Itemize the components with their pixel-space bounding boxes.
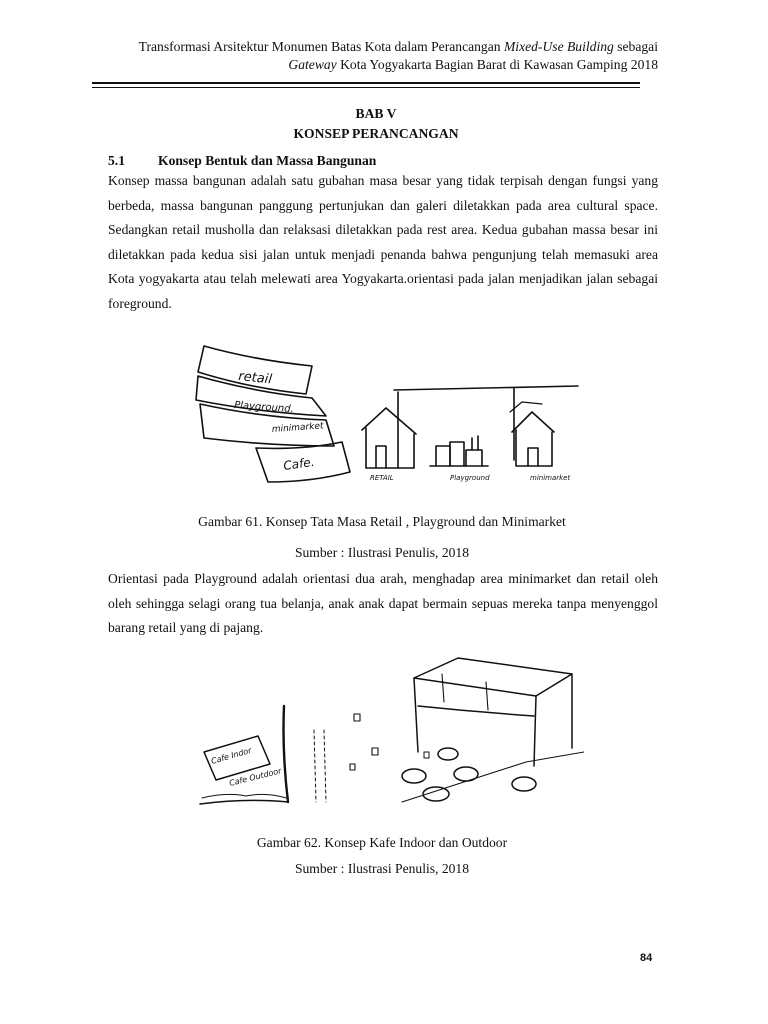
house-left-door	[376, 446, 386, 468]
label-cafe: Cafe.	[282, 454, 316, 473]
chapter-title: KONSEP PERANCANGAN	[293, 126, 459, 141]
chapter-number: BAB V	[355, 106, 397, 121]
play-block-3	[466, 450, 482, 466]
header-rule-thick	[92, 82, 640, 84]
label-playground-small: Playground	[450, 474, 490, 482]
chapter-heading	[92, 104, 660, 144]
sketch-cafe-indoor-outdoor	[196, 652, 584, 812]
figure-61-caption: Gambar 61. Konsep Tata Masa Retail , Playground dan Minimarket	[198, 514, 566, 529]
section-title: Konsep Bentuk dan Massa Bangunan	[158, 153, 377, 168]
section-heading	[108, 153, 376, 169]
sketch-retail-playground-minimarket	[194, 338, 586, 488]
play-block-1	[436, 446, 450, 466]
canopy-roof-top	[414, 658, 572, 696]
table-3	[454, 767, 478, 781]
running-header-line-2: Gateway Kota Yogyakarta Bagian Barat di Kawasan Gamping 2018	[288, 57, 658, 72]
roof-canopy-line	[394, 386, 578, 390]
house-right-door	[528, 448, 538, 466]
paragraph-mass-concept: Konsep massa bangunan adalah satu gubahan masa besar yang tidak terpisah dengan fungsi yang berbeda, massa bangunan panggung pertunjukan dan galeri diletakkan pada area cultural space. Sedangkan retail musholla dan relaksasi diletakkan pada rest area. Kedua gubahan massa besar ini diletakkan pada kedua sisi jalan untuk menjadi penanda bahwa pengunjung telah memasuki area Kota yogyakarta atau telah melewati area Yogyakarta.orientasi pada jalan menjadikan jalan sebagai foreground.	[108, 173, 658, 311]
label-minimarket: minimarket	[271, 421, 324, 435]
section-number: 5.1	[108, 153, 125, 168]
play-block-2	[450, 442, 464, 466]
figure-62-source: Sumber : Ilustrasi Penulis, 2018	[294, 861, 470, 876]
figure-62-caption: Gambar 62. Konsep Kafe Indoor dan Outdoor	[256, 835, 508, 850]
running-header	[98, 38, 658, 74]
label-retail: retail	[237, 369, 273, 388]
label-cafe-indoor: Cafe Indor	[210, 745, 253, 766]
label-retail-small: RETAIL	[370, 474, 394, 482]
canopy-fascia	[418, 706, 534, 716]
play-figures	[472, 436, 478, 450]
header-rule-thin	[92, 87, 640, 88]
plan-vertical-hedge	[284, 706, 289, 802]
plan-hedge-scribble	[202, 794, 286, 798]
label-minimarket-small: minimarket	[530, 474, 571, 482]
page-number: 84	[640, 952, 653, 964]
figure-61-source: Sumber : Ilustrasi Penulis, 2018	[294, 545, 470, 560]
canopy-inner-lines	[442, 674, 488, 710]
table-5	[512, 777, 536, 791]
paragraph-playground-orientation: Orientasi pada Playground adalah orientasi dua arah, menghadap area minimarket dan retail oleh oleh sehingga selagi orang tua belanja, anak anak dapat bermain sepuas mereka tanpa menyenggol barang retail yang di pajang.	[108, 571, 658, 635]
plan-ground-line	[200, 800, 288, 804]
label-playground: Playground.	[233, 400, 295, 416]
table-2	[438, 748, 458, 760]
ground-perspective-line	[402, 752, 584, 802]
table-1	[402, 769, 426, 783]
plan-path-dashes	[314, 730, 326, 802]
house-left-roof	[362, 408, 416, 434]
label-cafe-outdoor: Cafe Outdoor	[228, 766, 283, 788]
running-header-line-1: Transformasi Arsitektur Monumen Batas Kota dalam Perancangan Mixed-Use Building sebagai	[138, 39, 658, 54]
house-left-walls	[366, 428, 414, 468]
table-marker	[424, 752, 429, 758]
house-right-roof	[512, 412, 554, 432]
plan-small-markers	[350, 714, 378, 770]
